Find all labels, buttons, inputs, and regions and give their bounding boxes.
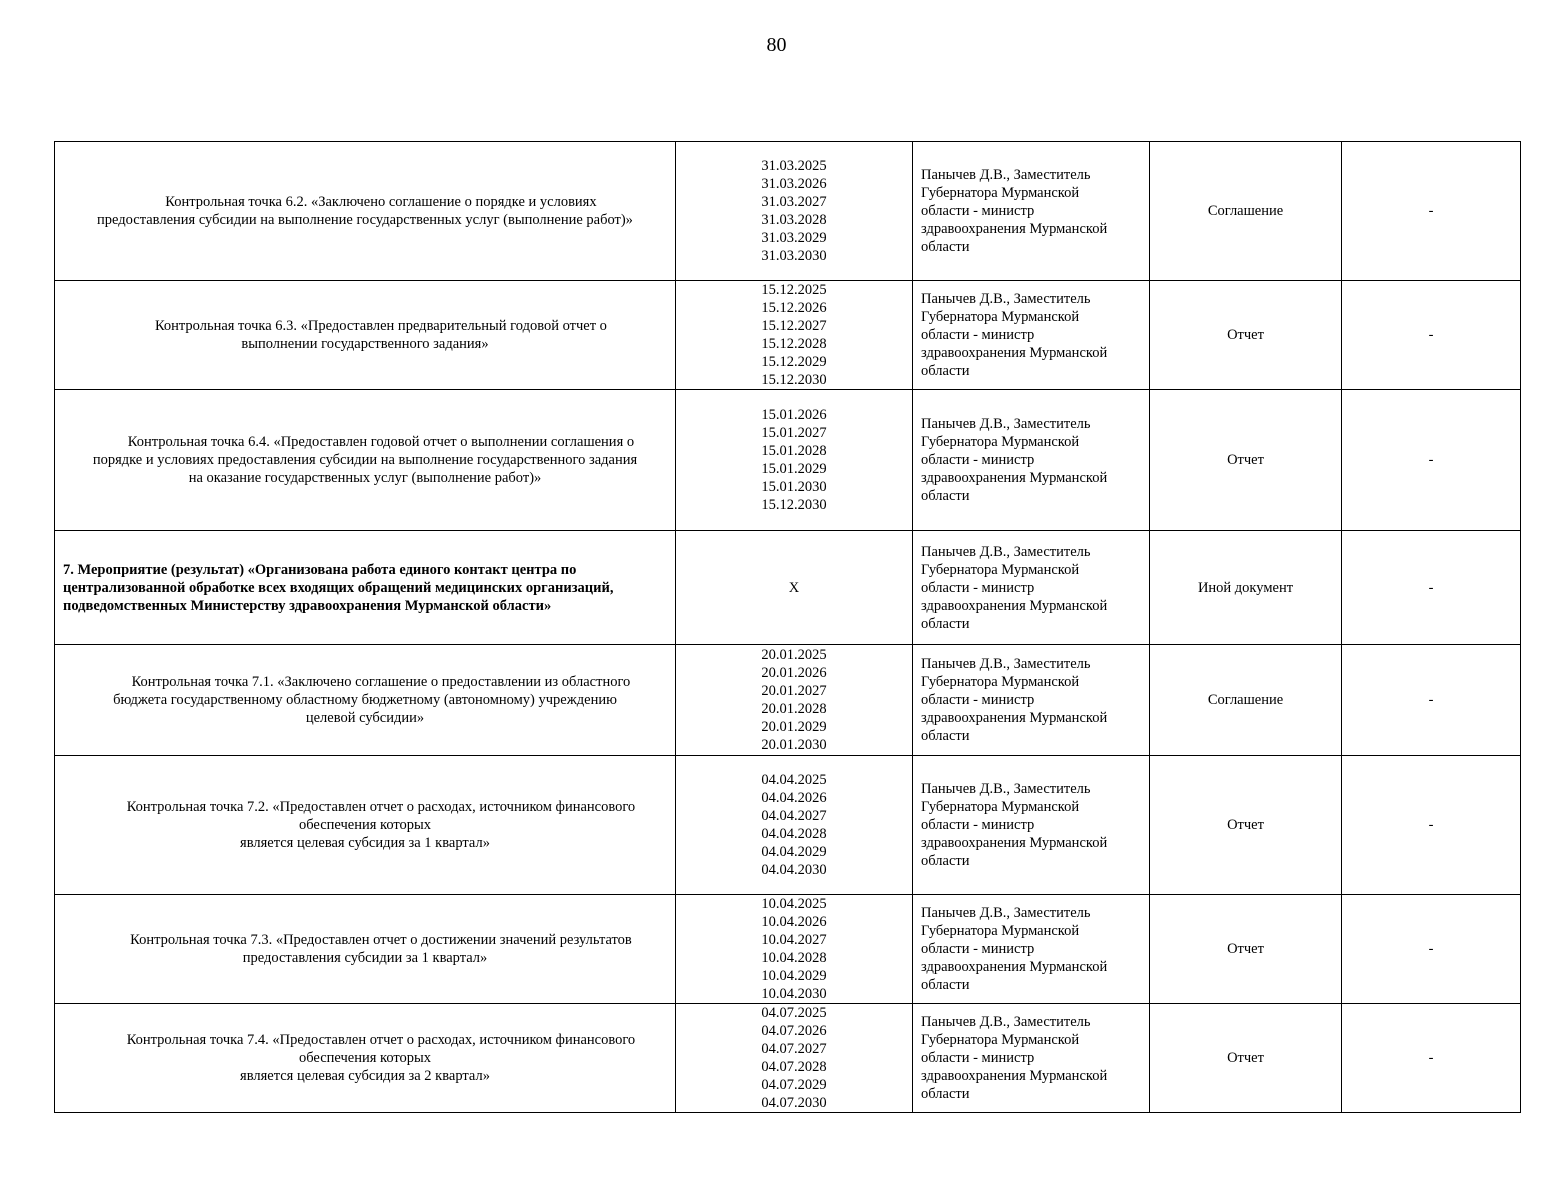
control-point-name-cell — [55, 142, 676, 281]
name-line: Контрольная точка 6.2. «Заключено соглашение о порядке и условиях — [165, 194, 597, 210]
table-row — [55, 645, 1521, 756]
responsible-person-cell — [913, 531, 1150, 645]
deadline-date: 15.12.2028 — [761, 336, 827, 352]
deadline-date: 15.01.2026 — [761, 407, 827, 423]
responsible-line: области - министр — [921, 203, 1035, 219]
responsible-line: Панычев Д.В., Заместитель — [921, 167, 1091, 183]
deadline-date: 10.04.2029 — [761, 968, 827, 984]
deadline-date: 31.03.2029 — [761, 230, 827, 246]
deadline-dates-cell — [676, 756, 913, 895]
document-type-cell: Отчет — [1150, 281, 1342, 390]
deadline-date: 20.01.2025 — [761, 647, 827, 663]
responsible-line: области — [921, 488, 970, 504]
deadline-date: 15.01.2027 — [761, 425, 827, 441]
deadline-date: 15.12.2026 — [761, 300, 827, 316]
name-line: Контрольная точка 7.4. «Предоставлен отчет о расходах, источником финансового — [126, 1032, 636, 1048]
deadline-date: 15.01.2028 — [761, 443, 827, 459]
control-point-name-cell — [55, 281, 676, 390]
responsible-line: здравоохранения Мурманской — [921, 597, 1108, 614]
deadline-date: 04.04.2027 — [761, 808, 827, 824]
name-line: выполнении государственного задания» — [241, 336, 489, 352]
deadline-date: 10.04.2026 — [761, 914, 827, 930]
deadline-date: 04.04.2029 — [761, 844, 827, 860]
document-type-cell: Отчет — [1150, 1004, 1342, 1113]
responsible-line: Губернатора Мурманской — [921, 799, 1080, 815]
deadline-dates-cell — [676, 390, 913, 531]
deadline-date: 15.12.2025 — [761, 282, 827, 298]
responsible-line: области — [921, 728, 970, 744]
deadline-date: 10.04.2027 — [761, 932, 827, 948]
page-number: 80 — [766, 34, 787, 56]
table-body — [55, 142, 1521, 1113]
note-cell: - — [1342, 1004, 1521, 1113]
responsible-person-cell — [913, 281, 1150, 390]
deadline-date: 20.01.2028 — [761, 701, 827, 717]
control-points-table — [54, 141, 1521, 1113]
responsible-line: Губернатора Мурманской — [921, 1032, 1080, 1048]
deadline-date: 31.03.2027 — [761, 194, 827, 210]
deadline-date: 04.04.2026 — [761, 790, 827, 806]
deadline-date: X — [788, 579, 800, 596]
responsible-person-cell — [913, 142, 1150, 281]
note-cell: - — [1342, 390, 1521, 531]
deadline-dates-cell — [676, 531, 913, 645]
deadline-date: 20.01.2027 — [761, 683, 827, 699]
responsible-line: Губернатора Мурманской — [921, 674, 1080, 690]
responsible-line: Губернатора Мурманской — [921, 434, 1080, 450]
activity-name-cell — [55, 531, 676, 645]
responsible-line: Панычев Д.В., Заместитель — [921, 291, 1091, 307]
name-line: бюджета государственному областному бюджетному (автономному) учреждению — [113, 692, 617, 708]
document-type-cell: Соглашение — [1150, 645, 1342, 756]
deadline-date: 04.07.2028 — [761, 1059, 827, 1075]
note-cell: - — [1342, 645, 1521, 756]
responsible-line: области - министр — [921, 452, 1035, 468]
table-row — [55, 895, 1521, 1004]
responsible-line: области — [921, 977, 970, 993]
responsible-line: области - министр — [921, 327, 1035, 343]
deadline-date: 15.01.2030 — [761, 479, 827, 495]
responsible-line: здравоохранения Мурманской — [921, 1068, 1108, 1084]
name-line: 7. Мероприятие (результат) «Организована работа единого контакт центра по — [63, 561, 577, 578]
table-row — [55, 142, 1521, 281]
deadline-dates-cell — [676, 1004, 913, 1113]
responsible-line: Губернатора Мурманской — [921, 309, 1080, 325]
responsible-line: области - министр — [921, 579, 1035, 596]
responsible-line: здравоохранения Мурманской — [921, 221, 1108, 237]
note-cell: - — [1342, 756, 1521, 895]
name-line: Контрольная точка 7.1. «Заключено соглашение о предоставлении из областного — [131, 674, 631, 690]
deadline-date: 31.03.2025 — [761, 158, 827, 174]
responsible-line: Панычев Д.В., Заместитель — [921, 543, 1091, 560]
document-type-cell: Соглашение — [1150, 142, 1342, 281]
responsible-line: области — [921, 363, 970, 379]
deadline-date: 20.01.2029 — [761, 719, 827, 735]
control-point-name-cell — [55, 1004, 676, 1113]
responsible-line: области — [921, 853, 970, 869]
responsible-line: здравоохранения Мурманской — [921, 710, 1108, 726]
table-row — [55, 390, 1521, 531]
deadline-date: 20.01.2030 — [761, 737, 827, 753]
responsible-line: Губернатора Мурманской — [921, 185, 1080, 201]
deadline-date: 04.07.2029 — [761, 1077, 827, 1093]
responsible-person-cell — [913, 390, 1150, 531]
name-line: на оказание государственных услуг (выполнение работ)» — [188, 470, 542, 486]
name-line: обеспечения которых — [298, 817, 432, 833]
name-line: является целевая субсидия за 1 квартал» — [240, 835, 490, 851]
responsible-line: области - министр — [921, 817, 1035, 833]
responsible-line: Губернатора Мурманской — [921, 561, 1080, 578]
responsible-person-cell — [913, 645, 1150, 756]
table-row — [55, 756, 1521, 895]
control-point-name-cell — [55, 390, 676, 531]
document-type-cell: Иной документ — [1150, 531, 1342, 645]
deadline-date: 15.12.2030 — [761, 372, 827, 388]
name-line: обеспечения которых — [298, 1050, 432, 1066]
responsible-person-cell — [913, 756, 1150, 895]
name-line: Контрольная точка 6.3. «Предоставлен предварительный годовой отчет о — [154, 318, 607, 334]
table-row — [55, 281, 1521, 390]
name-line: целевой субсидии» — [305, 710, 425, 726]
name-line: централизованной обработке всех входящих обращений медицинских организаций, — [63, 579, 614, 596]
name-line: Контрольная точка 7.3. «Предоставлен отчет о достижении значений результатов — [130, 932, 632, 948]
responsible-line: здравоохранения Мурманской — [921, 835, 1108, 851]
deadline-date: 31.03.2026 — [761, 176, 827, 192]
deadline-date: 04.07.2025 — [761, 1005, 827, 1021]
deadline-dates-cell — [676, 281, 913, 390]
deadline-date: 15.12.2029 — [761, 354, 827, 370]
responsible-line: здравоохранения Мурманской — [921, 470, 1108, 486]
responsible-line: Панычев Д.В., Заместитель — [921, 656, 1091, 672]
responsible-line: Панычев Д.В., Заместитель — [921, 1014, 1091, 1030]
responsible-line: области — [921, 615, 970, 632]
document-type-cell: Отчет — [1150, 756, 1342, 895]
document-type-cell: Отчет — [1150, 390, 1342, 531]
note-cell: - — [1342, 281, 1521, 390]
deadline-dates-cell — [676, 645, 913, 756]
deadline-date: 15.01.2029 — [761, 461, 827, 477]
responsible-line: здравоохранения Мурманской — [921, 959, 1108, 975]
deadline-date: 10.04.2028 — [761, 950, 827, 966]
table-row — [55, 1004, 1521, 1113]
deadline-date: 15.12.2027 — [761, 318, 827, 334]
control-point-name-cell — [55, 895, 676, 1004]
deadline-date: 04.07.2026 — [761, 1023, 827, 1039]
deadline-date: 15.12.2030 — [761, 497, 827, 513]
responsible-line: Губернатора Мурманской — [921, 923, 1080, 939]
name-line: является целевая субсидия за 2 квартал» — [240, 1068, 490, 1084]
deadline-date: 04.04.2028 — [761, 826, 827, 842]
responsible-line: области - министр — [921, 692, 1035, 708]
deadline-date: 31.03.2030 — [761, 248, 827, 264]
responsible-line: Панычев Д.В., Заместитель — [921, 416, 1091, 432]
deadline-date: 31.03.2028 — [761, 212, 827, 228]
note-cell: - — [1342, 531, 1521, 645]
name-line: предоставления субсидии за 1 квартал» — [242, 950, 488, 966]
deadline-date: 10.04.2030 — [761, 986, 827, 1002]
name-line: порядке и условиях предоставления субсидии на выполнение государственного задания — [92, 452, 638, 468]
responsible-line: Панычев Д.В., Заместитель — [921, 781, 1091, 797]
control-point-name-cell — [55, 756, 676, 895]
control-point-name-cell — [55, 645, 676, 756]
name-line: Контрольная точка 6.4. «Предоставлен годовой отчет о выполнении соглашения о — [127, 434, 635, 450]
note-cell: - — [1342, 142, 1521, 281]
deadline-date: 04.07.2027 — [761, 1041, 827, 1057]
responsible-line: Панычев Д.В., Заместитель — [921, 905, 1091, 921]
table-row — [55, 531, 1521, 645]
deadline-date: 10.04.2025 — [761, 896, 827, 912]
responsible-line: области — [921, 239, 970, 255]
responsible-line: области - министр — [921, 941, 1035, 957]
responsible-line: области — [921, 1086, 970, 1102]
name-line: подведомственных Министерству здравоохранения Мурманской области» — [63, 597, 552, 614]
deadline-dates-cell — [676, 142, 913, 281]
name-line: Контрольная точка 7.2. «Предоставлен отчет о расходах, источником финансового — [126, 799, 636, 815]
deadline-date: 04.04.2025 — [761, 772, 827, 788]
deadline-dates-cell — [676, 895, 913, 1004]
document-type-cell: Отчет — [1150, 895, 1342, 1004]
note-cell: - — [1342, 895, 1521, 1004]
responsible-person-cell — [913, 1004, 1150, 1113]
responsible-line: здравоохранения Мурманской — [921, 345, 1108, 361]
responsible-line: области - министр — [921, 1050, 1035, 1066]
deadline-date: 04.04.2030 — [761, 862, 827, 878]
responsible-person-cell — [913, 895, 1150, 1004]
name-line: предоставления субсидии на выполнение государственных услуг (выполнение работ)» — [97, 212, 633, 228]
deadline-date: 04.07.2030 — [761, 1095, 827, 1111]
deadline-date: 20.01.2026 — [761, 665, 827, 681]
